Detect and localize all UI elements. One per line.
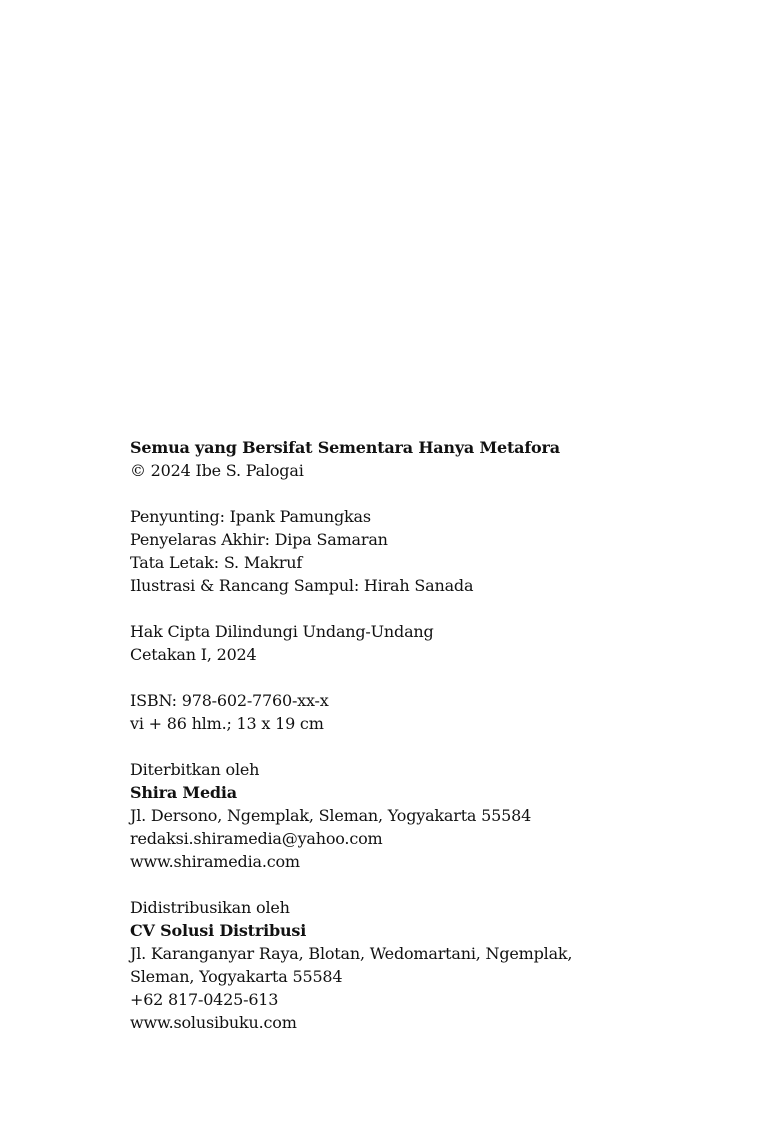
colophon-block bbox=[130, 436, 730, 1034]
distributor-address-line-1: Jl. Karanganyar Raya, Blotan, Wedomartani, Ngemplak, bbox=[130, 944, 573, 963]
section-spacer bbox=[130, 666, 730, 689]
book-title: Semua yang Bersifat Sementara Hanya Metafora bbox=[130, 438, 560, 457]
credit-final-editor: Penyelaras Akhir: Dipa Samaran bbox=[130, 530, 388, 549]
publisher-address: Jl. Dersono, Ngemplak, Sleman, Yogyakarta 55584 bbox=[130, 806, 532, 825]
distributor-section bbox=[130, 896, 730, 1034]
publisher-email: redaksi.shiramedia@yahoo.com bbox=[130, 829, 383, 848]
isbn: ISBN: 978-602-7760-xx-x bbox=[130, 691, 329, 710]
publisher-website: www.shiramedia.com bbox=[130, 852, 300, 871]
credit-layout: Tata Letak: S. Makruf bbox=[130, 553, 303, 572]
rights-notice: Hak Cipta Dilindungi Undang-Undang bbox=[130, 622, 434, 641]
publisher-intro: Diterbitkan oleh bbox=[130, 760, 260, 779]
section-spacer bbox=[130, 482, 730, 505]
publisher-section bbox=[130, 758, 730, 873]
distributor-phone: +62 817-0425-613 bbox=[130, 990, 279, 1009]
edition-info: Cetakan I, 2024 bbox=[130, 645, 257, 664]
credits-section bbox=[130, 505, 730, 597]
section-spacer bbox=[130, 873, 730, 896]
rights-section bbox=[130, 620, 730, 666]
section-spacer bbox=[130, 597, 730, 620]
specs-section bbox=[130, 689, 730, 735]
credit-editor: Penyunting: Ipank Pamungkas bbox=[130, 507, 371, 526]
distributor-address-line-2: Sleman, Yogyakarta 55584 bbox=[130, 967, 343, 986]
copyright-notice: © 2024 Ibe S. Palogai bbox=[130, 461, 304, 480]
distributor-name: CV Solusi Distribusi bbox=[130, 921, 307, 940]
distributor-intro: Didistribusikan oleh bbox=[130, 898, 290, 917]
publisher-name: Shira Media bbox=[130, 783, 237, 802]
credit-cover-design: Ilustrasi & Rancang Sampul: Hirah Sanada bbox=[130, 576, 474, 595]
section-spacer bbox=[130, 735, 730, 758]
distributor-website: www.solusibuku.com bbox=[130, 1013, 297, 1032]
page-count-size: vi + 86 hlm.; 13 x 19 cm bbox=[130, 714, 324, 733]
title-section bbox=[130, 436, 730, 482]
